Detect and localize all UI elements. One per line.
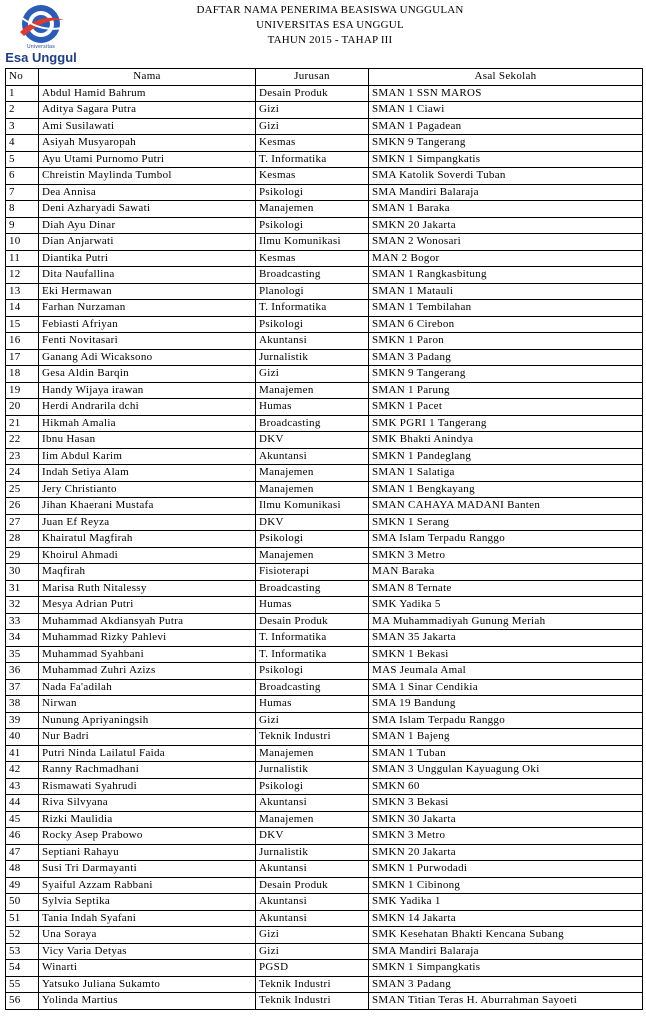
- table-row: [6, 580, 643, 597]
- cell-nama: Muhammad Zuhri Azizs: [39, 663, 256, 680]
- cell-no: 43: [6, 778, 39, 795]
- cell-no: 47: [6, 844, 39, 861]
- cell-no: 5: [6, 151, 39, 168]
- cell-jurusan: T. Informatika: [256, 151, 369, 168]
- scholarship-table: [5, 68, 643, 1010]
- cell-no: 41: [6, 745, 39, 762]
- cell-sekolah: SMK Yadika 1: [369, 894, 643, 911]
- table-row: [6, 531, 643, 548]
- cell-no: 16: [6, 333, 39, 350]
- cell-jurusan: Broadcasting: [256, 679, 369, 696]
- cell-nama: Chreistin Maylinda Tumbol: [39, 168, 256, 185]
- table-row: [6, 250, 643, 267]
- cell-jurusan: Ilmu Komunikasi: [256, 234, 369, 251]
- cell-nama: Jery Christianto: [39, 481, 256, 498]
- table-row: [6, 861, 643, 878]
- cell-nama: Iim Abdul Karim: [39, 448, 256, 465]
- cell-no: 52: [6, 927, 39, 944]
- cell-jurusan: Kesmas: [256, 250, 369, 267]
- column-header-no: No: [6, 69, 39, 86]
- cell-no: 11: [6, 250, 39, 267]
- cell-jurusan: DKV: [256, 514, 369, 531]
- cell-no: 56: [6, 993, 39, 1010]
- cell-nama: Tania Indah Syafani: [39, 910, 256, 927]
- table-row: [6, 184, 643, 201]
- cell-no: 30: [6, 564, 39, 581]
- cell-sekolah: SMKN 3 Bekasi: [369, 795, 643, 812]
- cell-sekolah: SMK PGRI 1 Tangerang: [369, 415, 643, 432]
- table-row: [6, 448, 643, 465]
- cell-nama: Muhammad Rizky Pahlevi: [39, 630, 256, 647]
- table-row: [6, 778, 643, 795]
- cell-nama: Nada Fa'adilah: [39, 679, 256, 696]
- cell-no: 48: [6, 861, 39, 878]
- cell-sekolah: SMA Katolik Soverdi Tuban: [369, 168, 643, 185]
- table-row: [6, 85, 643, 102]
- table-row: [6, 217, 643, 234]
- cell-nama: Ganang Adi Wicaksono: [39, 349, 256, 366]
- cell-no: 9: [6, 217, 39, 234]
- cell-jurusan: Akuntansi: [256, 894, 369, 911]
- table-row: [6, 415, 643, 432]
- table-row: [6, 910, 643, 927]
- cell-jurusan: Psikologi: [256, 531, 369, 548]
- cell-nama: Diah Ayu Dinar: [39, 217, 256, 234]
- table-row: [6, 399, 643, 416]
- cell-nama: Asiyah Musyaropah: [39, 135, 256, 152]
- cell-nama: Ranny Rachmadhani: [39, 762, 256, 779]
- cell-no: 40: [6, 729, 39, 746]
- cell-sekolah: MAN 2 Bogor: [369, 250, 643, 267]
- cell-nama: Susi Tri Darmayanti: [39, 861, 256, 878]
- table-row: [6, 613, 643, 630]
- cell-sekolah: SMKN 14 Jakarta: [369, 910, 643, 927]
- cell-sekolah: MAS Jeumala Amal: [369, 663, 643, 680]
- cell-nama: Juan Ef Reyza: [39, 514, 256, 531]
- table-row: [6, 514, 643, 531]
- cell-sekolah: SMAN 2 Wonosari: [369, 234, 643, 251]
- cell-nama: Dita Naufallina: [39, 267, 256, 284]
- cell-sekolah: SMA 1 Sinar Cendikia: [369, 679, 643, 696]
- cell-no: 51: [6, 910, 39, 927]
- cell-nama: Nunung Apriyaningsih: [39, 712, 256, 729]
- cell-nama: Abdul Hamid Bahrum: [39, 85, 256, 102]
- cell-jurusan: Psikologi: [256, 778, 369, 795]
- cell-sekolah: SMAN 1 Bengkayang: [369, 481, 643, 498]
- cell-nama: Marisa Ruth Nitalessy: [39, 580, 256, 597]
- cell-sekolah: SMAN 35 Jakarta: [369, 630, 643, 647]
- cell-no: 1: [6, 85, 39, 102]
- cell-sekolah: SMAN 1 Ciawi: [369, 102, 643, 119]
- cell-nama: Nur Badri: [39, 729, 256, 746]
- cell-sekolah: SMKN 1 Simpangkatis: [369, 960, 643, 977]
- cell-sekolah: SMAN 1 Baraka: [369, 201, 643, 218]
- cell-jurusan: Manajemen: [256, 201, 369, 218]
- cell-no: 39: [6, 712, 39, 729]
- table-row: [6, 316, 643, 333]
- cell-no: 19: [6, 382, 39, 399]
- cell-sekolah: SMA Islam Terpadu Ranggo: [369, 531, 643, 548]
- table-row: [6, 943, 643, 960]
- table-row: [6, 201, 643, 218]
- university-logo: [4, 2, 78, 66]
- cell-nama: Eki Hermawan: [39, 283, 256, 300]
- cell-no: 12: [6, 267, 39, 284]
- cell-sekolah: SMAN CAHAYA MADANI Banten: [369, 498, 643, 515]
- table-row: [6, 333, 643, 350]
- header-title: DAFTAR NAMA PENERIMA BEASISWA UNGGULAN: [196, 4, 464, 16]
- cell-no: 31: [6, 580, 39, 597]
- table-row: [6, 498, 643, 515]
- cell-jurusan: DKV: [256, 432, 369, 449]
- column-header-sekolah: Asal Sekolah: [369, 69, 643, 86]
- cell-jurusan: Akuntansi: [256, 448, 369, 465]
- cell-no: 55: [6, 976, 39, 993]
- cell-nama: Deni Azharyadi Sawati: [39, 201, 256, 218]
- cell-nama: Hikmah Amalia: [39, 415, 256, 432]
- table-row: [6, 976, 643, 993]
- cell-nama: Maqfirah: [39, 564, 256, 581]
- cell-no: 49: [6, 877, 39, 894]
- cell-sekolah: SMK Kesehatan Bhakti Kencana Subang: [369, 927, 643, 944]
- table-row: [6, 135, 643, 152]
- cell-sekolah: SMAN 3 Unggulan Kayuagung Oki: [369, 762, 643, 779]
- cell-sekolah: SMAN Titian Teras H. Aburrahman Sayoeti: [369, 993, 643, 1010]
- cell-sekolah: SMA Mandiri Balaraja: [369, 943, 643, 960]
- cell-no: 42: [6, 762, 39, 779]
- cell-nama: Khoirul Ahmadi: [39, 547, 256, 564]
- cell-jurusan: Manajemen: [256, 547, 369, 564]
- table-row: [6, 564, 643, 581]
- cell-nama: Gesa Aldin Barqin: [39, 366, 256, 383]
- table-row: [6, 432, 643, 449]
- cell-sekolah: SMA Islam Terpadu Ranggo: [369, 712, 643, 729]
- table-row: [6, 877, 643, 894]
- cell-jurusan: Jurnalistik: [256, 349, 369, 366]
- table-row: [6, 547, 643, 564]
- cell-nama: Syaiful Azzam Rabbani: [39, 877, 256, 894]
- cell-sekolah: MA Muhammadiyah Gunung Meriah: [369, 613, 643, 630]
- cell-jurusan: Akuntansi: [256, 795, 369, 812]
- cell-sekolah: SMKN 20 Jakarta: [369, 217, 643, 234]
- cell-no: 26: [6, 498, 39, 515]
- cell-sekolah: SMAN 1 SSN MAROS: [369, 85, 643, 102]
- table-row: [6, 300, 643, 317]
- table-row: [6, 481, 643, 498]
- cell-sekolah: SMKN 3 Metro: [369, 547, 643, 564]
- table-row: [6, 118, 643, 135]
- cell-no: 13: [6, 283, 39, 300]
- cell-no: 10: [6, 234, 39, 251]
- cell-no: 53: [6, 943, 39, 960]
- cell-no: 36: [6, 663, 39, 680]
- cell-nama: Riva Silvyana: [39, 795, 256, 812]
- cell-nama: Dea Annisa: [39, 184, 256, 201]
- cell-sekolah: SMKN 1 Purwodadi: [369, 861, 643, 878]
- cell-sekolah: SMAN 3 Padang: [369, 976, 643, 993]
- cell-jurusan: Manajemen: [256, 481, 369, 498]
- cell-no: 54: [6, 960, 39, 977]
- cell-sekolah: SMKN 1 Pacet: [369, 399, 643, 416]
- cell-no: 33: [6, 613, 39, 630]
- column-header-jurusan: Jurusan: [256, 69, 369, 86]
- cell-sekolah: SMK Yadika 5: [369, 597, 643, 614]
- cell-jurusan: Akuntansi: [256, 861, 369, 878]
- cell-jurusan: Teknik Industri: [256, 976, 369, 993]
- cell-nama: Khairatul Magfirah: [39, 531, 256, 548]
- cell-jurusan: Gizi: [256, 943, 369, 960]
- cell-no: 50: [6, 894, 39, 911]
- cell-jurusan: Akuntansi: [256, 333, 369, 350]
- table-row: [6, 729, 643, 746]
- cell-jurusan: Jurnalistik: [256, 844, 369, 861]
- logo-subtitle: Universitas: [26, 44, 56, 50]
- cell-no: 37: [6, 679, 39, 696]
- cell-jurusan: Desain Produk: [256, 613, 369, 630]
- cell-nama: Farhan Nurzaman: [39, 300, 256, 317]
- cell-no: 7: [6, 184, 39, 201]
- cell-no: 35: [6, 646, 39, 663]
- cell-sekolah: SMAN 1 Tembilahan: [369, 300, 643, 317]
- cell-jurusan: Broadcasting: [256, 415, 369, 432]
- table-row: [6, 102, 643, 119]
- cell-jurusan: Psikologi: [256, 316, 369, 333]
- table-row: [6, 712, 643, 729]
- cell-nama: Ayu Utami Purnomo Putri: [39, 151, 256, 168]
- cell-jurusan: Manajemen: [256, 382, 369, 399]
- cell-nama: Rocky Asep Prabowo: [39, 828, 256, 845]
- cell-nama: Sylvia Septika: [39, 894, 256, 911]
- cell-nama: Jihan Khaerani Mustafa: [39, 498, 256, 515]
- cell-nama: Ami Susilawati: [39, 118, 256, 135]
- cell-nama: Rismawati Syahrudi: [39, 778, 256, 795]
- cell-nama: Herdi Andrarila dchi: [39, 399, 256, 416]
- cell-jurusan: Gizi: [256, 118, 369, 135]
- cell-nama: Muhammad Akdiansyah Putra: [39, 613, 256, 630]
- cell-no: 20: [6, 399, 39, 416]
- cell-nama: Rizki Maulidia: [39, 811, 256, 828]
- cell-jurusan: Broadcasting: [256, 267, 369, 284]
- cell-no: 24: [6, 465, 39, 482]
- cell-sekolah: SMKN 1 Pandeglang: [369, 448, 643, 465]
- cell-jurusan: Humas: [256, 696, 369, 713]
- table-row: [6, 366, 643, 383]
- cell-sekolah: SMKN 60: [369, 778, 643, 795]
- cell-no: 45: [6, 811, 39, 828]
- cell-nama: Septiani Rahayu: [39, 844, 256, 861]
- cell-sekolah: SMKN 1 Cibinong: [369, 877, 643, 894]
- cell-sekolah: SMKN 1 Simpangkatis: [369, 151, 643, 168]
- cell-no: 3: [6, 118, 39, 135]
- cell-sekolah: SMAN 1 Pagadean: [369, 118, 643, 135]
- cell-jurusan: Manajemen: [256, 811, 369, 828]
- cell-jurusan: Psikologi: [256, 217, 369, 234]
- table-row: [6, 696, 643, 713]
- header-period: TAHUN 2015 - TAHAP III: [267, 34, 393, 46]
- logo-name: Esa Unggul: [5, 50, 77, 65]
- cell-sekolah: SMKN 1 Bekasi: [369, 646, 643, 663]
- cell-nama: Winarti: [39, 960, 256, 977]
- globe-logo-icon: [14, 2, 68, 46]
- cell-sekolah: SMKN 3 Metro: [369, 828, 643, 845]
- cell-nama: Indah Setiya Alam: [39, 465, 256, 482]
- cell-no: 14: [6, 300, 39, 317]
- table-row: [6, 597, 643, 614]
- cell-no: 8: [6, 201, 39, 218]
- cell-no: 27: [6, 514, 39, 531]
- cell-sekolah: SMKN 9 Tangerang: [369, 135, 643, 152]
- cell-no: 18: [6, 366, 39, 383]
- cell-nama: Dian Anjarwati: [39, 234, 256, 251]
- cell-no: 2: [6, 102, 39, 119]
- cell-sekolah: SMKN 1 Serang: [369, 514, 643, 531]
- table-header-row: [6, 69, 643, 86]
- cell-jurusan: Fisioterapi: [256, 564, 369, 581]
- cell-jurusan: Akuntansi: [256, 910, 369, 927]
- table-row: [6, 679, 643, 696]
- table-row: [6, 828, 643, 845]
- cell-jurusan: Desain Produk: [256, 85, 369, 102]
- table-row: [6, 795, 643, 812]
- cell-jurusan: Gizi: [256, 102, 369, 119]
- cell-no: 17: [6, 349, 39, 366]
- table-row: [6, 663, 643, 680]
- header-university: UNIVERSITAS ESA UNGGUL: [256, 19, 404, 31]
- table-row: [6, 745, 643, 762]
- cell-jurusan: Teknik Industri: [256, 993, 369, 1010]
- cell-sekolah: SMA Mandiri Balaraja: [369, 184, 643, 201]
- cell-jurusan: Jurnalistik: [256, 762, 369, 779]
- cell-no: 23: [6, 448, 39, 465]
- table-row: [6, 283, 643, 300]
- cell-jurusan: Manajemen: [256, 465, 369, 482]
- cell-no: 34: [6, 630, 39, 647]
- cell-nama: Mesya Adrian Putri: [39, 597, 256, 614]
- cell-jurusan: Planologi: [256, 283, 369, 300]
- table-row: [6, 267, 643, 284]
- cell-nama: Yolinda Martius: [39, 993, 256, 1010]
- cell-sekolah: SMKN 20 Jakarta: [369, 844, 643, 861]
- cell-sekolah: SMAN 6 Cirebon: [369, 316, 643, 333]
- table-row: [6, 894, 643, 911]
- cell-jurusan: Manajemen: [256, 745, 369, 762]
- cell-sekolah: SMKN 1 Paron: [369, 333, 643, 350]
- table-row: [6, 234, 643, 251]
- cell-nama: Diantika Putri: [39, 250, 256, 267]
- cell-nama: Nirwan: [39, 696, 256, 713]
- table-row: [6, 811, 643, 828]
- cell-sekolah: SMAN 1 Salatiga: [369, 465, 643, 482]
- cell-sekolah: SMA 19 Bandung: [369, 696, 643, 713]
- cell-jurusan: Desain Produk: [256, 877, 369, 894]
- table-row: [6, 349, 643, 366]
- column-header-nama: Nama: [39, 69, 256, 86]
- cell-sekolah: SMAN 1 Rangkasbitung: [369, 267, 643, 284]
- cell-no: 38: [6, 696, 39, 713]
- table-row: [6, 151, 643, 168]
- cell-jurusan: Ilmu Komunikasi: [256, 498, 369, 515]
- table-row: [6, 382, 643, 399]
- cell-jurusan: T. Informatika: [256, 300, 369, 317]
- cell-jurusan: Kesmas: [256, 135, 369, 152]
- cell-jurusan: Broadcasting: [256, 580, 369, 597]
- cell-sekolah: SMAN 3 Padang: [369, 349, 643, 366]
- cell-nama: Putri Ninda Lailatul Faida: [39, 745, 256, 762]
- cell-jurusan: Gizi: [256, 712, 369, 729]
- table-row: [6, 646, 643, 663]
- cell-jurusan: Teknik Industri: [256, 729, 369, 746]
- cell-jurusan: Gizi: [256, 927, 369, 944]
- cell-jurusan: Humas: [256, 399, 369, 416]
- cell-jurusan: Psikologi: [256, 184, 369, 201]
- cell-jurusan: Psikologi: [256, 663, 369, 680]
- cell-no: 46: [6, 828, 39, 845]
- cell-nama: Una Soraya: [39, 927, 256, 944]
- cell-jurusan: T. Informatika: [256, 646, 369, 663]
- table-row: [6, 465, 643, 482]
- cell-sekolah: MAN Baraka: [369, 564, 643, 581]
- cell-no: 6: [6, 168, 39, 185]
- cell-nama: Yatsuko Juliana Sukamto: [39, 976, 256, 993]
- cell-no: 32: [6, 597, 39, 614]
- cell-jurusan: Gizi: [256, 366, 369, 383]
- cell-sekolah: SMAN 1 Parung: [369, 382, 643, 399]
- cell-sekolah: SMK Bhakti Anindya: [369, 432, 643, 449]
- cell-nama: Febiasti Afriyan: [39, 316, 256, 333]
- cell-no: 29: [6, 547, 39, 564]
- cell-no: 21: [6, 415, 39, 432]
- table-row: [6, 993, 643, 1010]
- table-row: [6, 844, 643, 861]
- cell-sekolah: SMKN 9 Tangerang: [369, 366, 643, 383]
- cell-nama: Handy Wijaya irawan: [39, 382, 256, 399]
- table-row: [6, 762, 643, 779]
- cell-jurusan: T. Informatika: [256, 630, 369, 647]
- cell-nama: Ibnu Hasan: [39, 432, 256, 449]
- cell-nama: Muhammad Syahbani: [39, 646, 256, 663]
- document-header: [120, 3, 540, 48]
- cell-sekolah: SMAN 8 Ternate: [369, 580, 643, 597]
- cell-sekolah: SMAN 1 Bajeng: [369, 729, 643, 746]
- cell-no: 4: [6, 135, 39, 152]
- cell-sekolah: SMAN 1 Tuban: [369, 745, 643, 762]
- cell-no: 22: [6, 432, 39, 449]
- cell-no: 44: [6, 795, 39, 812]
- cell-no: 15: [6, 316, 39, 333]
- cell-jurusan: Humas: [256, 597, 369, 614]
- table-row: [6, 960, 643, 977]
- cell-nama: Fenti Novitasari: [39, 333, 256, 350]
- table-row: [6, 927, 643, 944]
- cell-nama: Aditya Sagara Putra: [39, 102, 256, 119]
- cell-jurusan: DKV: [256, 828, 369, 845]
- table-row: [6, 168, 643, 185]
- table-row: [6, 630, 643, 647]
- cell-sekolah: SMKN 30 Jakarta: [369, 811, 643, 828]
- cell-nama: Vicy Varia Detyas: [39, 943, 256, 960]
- cell-no: 25: [6, 481, 39, 498]
- cell-sekolah: SMAN 1 Matauli: [369, 283, 643, 300]
- cell-jurusan: PGSD: [256, 960, 369, 977]
- cell-jurusan: Kesmas: [256, 168, 369, 185]
- cell-no: 28: [6, 531, 39, 548]
